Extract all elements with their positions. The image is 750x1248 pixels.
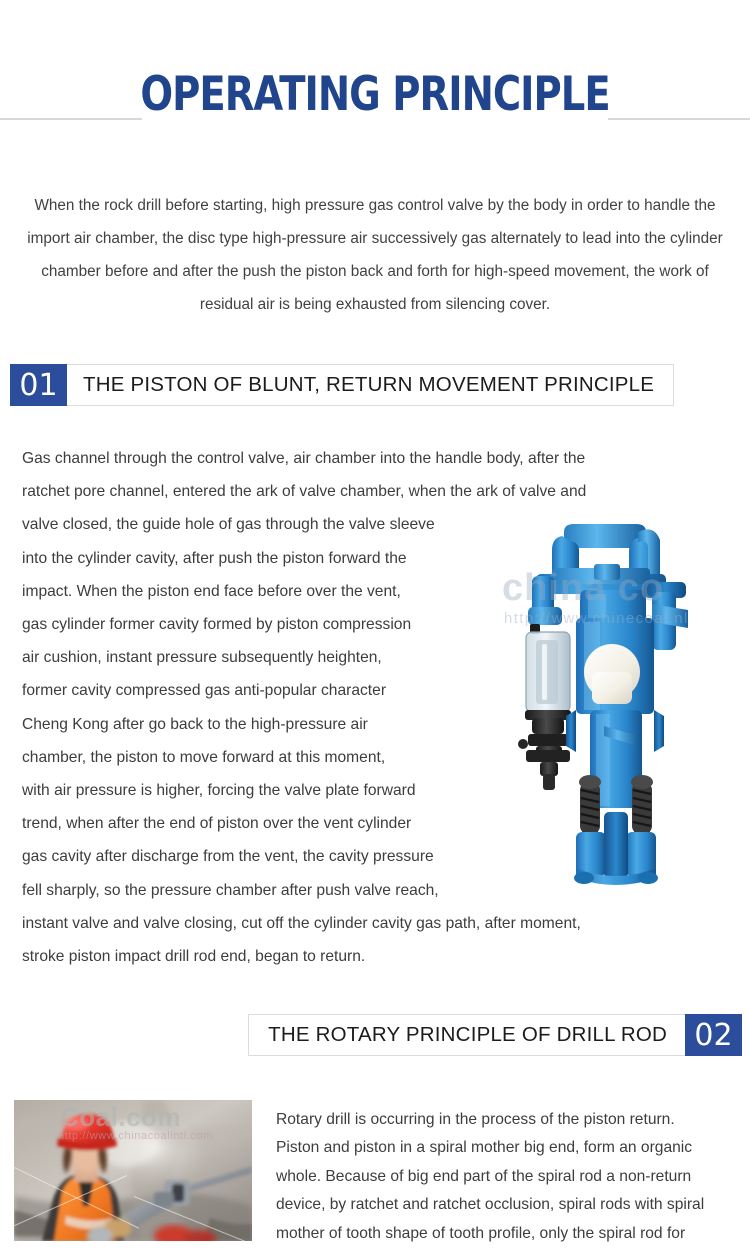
body-line: device, by ratchet and ratchet occlusion, spiral rods with spiral — [276, 1196, 705, 1214]
body-line: air cushion, instant pressure subsequently heighten, — [22, 649, 382, 667]
section-header-01 — [10, 364, 674, 406]
body-line: chamber, the piston to move forward at this moment, — [22, 748, 386, 766]
drill-watermark-url: http://www.chinecoal.nl — [504, 610, 689, 627]
page-title: OPERATING PRINCIPLE — [140, 67, 610, 122]
intro-paragraph: When the rock drill before starting, high pressure gas control valve by the body in order to handle the import air chamber, the disc type high-pressure air successively gas alternately to lead into the cylinder chamber before and after the push the piston back and forth for high-speed movement, the work of residual air is being exhausted from silencing cover. — [27, 197, 723, 314]
body-line: stroke piston impact drill rod end, began to return. — [22, 948, 366, 966]
body-line: trend, when after the end of piston over the vent cylinder — [22, 815, 412, 833]
rock-drill-figure — [492, 512, 748, 892]
body-line: Cheng Kong after go back to the high-pressure air — [22, 715, 368, 733]
body-line: into the cylinder cavity, after push the piston forward the — [22, 549, 407, 567]
section-title-02: THE ROTARY PRINCIPLE OF DRILL ROD — [268, 1023, 667, 1046]
body-line: Rotary drill is occurring in the process of the piston return. — [276, 1111, 675, 1128]
body-line: fell sharply, so the pressure chamber after push valve reach, — [22, 881, 439, 899]
body-line: gas cavity after discharge from the vent, the cavity pressure — [22, 848, 434, 866]
body-line: Piston and piston in a spiral mother big end, form an organic — [276, 1139, 693, 1157]
section-header-02 — [248, 1014, 742, 1056]
body-line: Gas channel through the control valve, air chamber into the handle body, after the — [22, 450, 586, 467]
body-line: instant valve and valve closing, cut off the cylinder cavity gas path, after moment, — [22, 914, 581, 932]
section-number-02: 02 — [685, 1014, 742, 1056]
rock-drill-illustration — [492, 512, 748, 892]
page-title-block — [0, 64, 750, 134]
section-body-02 — [276, 1106, 750, 1248]
section-title-box-01 — [67, 364, 674, 406]
body-line: valve closed, the guide hole of gas through the valve sleeve — [22, 516, 435, 534]
body-line: ratchet pore channel, entered the ark of valve chamber, when the ark of valve and — [22, 483, 587, 501]
body-line: impact. When the piston end face before over the vent, — [22, 582, 401, 600]
drill-watermark-brand: china co — [502, 567, 665, 609]
body-line: mother of tooth shape of tooth profile, only the spiral rod for — [276, 1224, 686, 1242]
body-line: former cavity compressed gas anti-popular character — [22, 682, 387, 700]
section-title-box-02 — [248, 1014, 685, 1056]
photo-watermark-url: http://www.chinacoalintl.com — [58, 1130, 213, 1142]
photo-watermark-brand: Coal.com — [60, 1102, 182, 1132]
body-line: whole. Because of big end part of the spiral rod a non-return — [276, 1167, 692, 1185]
body-line: gas cylinder former cavity formed by piston compression — [22, 616, 412, 634]
body-line: with air pressure is higher, forcing the valve plate forward — [22, 782, 416, 800]
section-number-01: 01 — [10, 364, 67, 406]
worker-photo-figure — [14, 1100, 252, 1241]
section-title-01: THE PISTON OF BLUNT, RETURN MOVEMENT PRINCIPLE — [83, 373, 655, 396]
